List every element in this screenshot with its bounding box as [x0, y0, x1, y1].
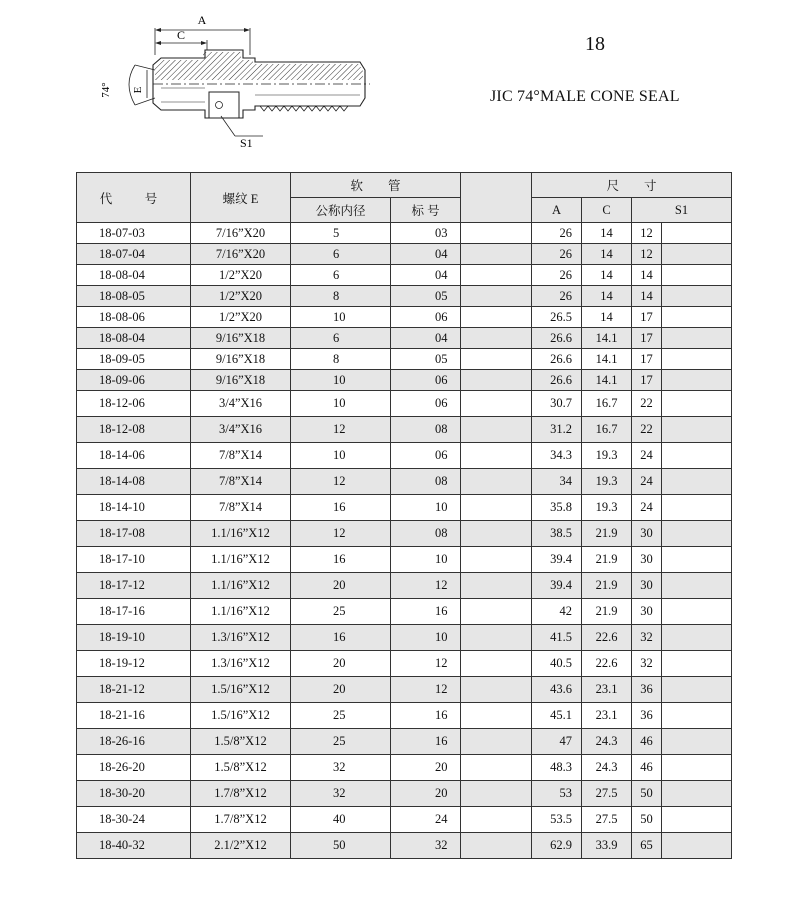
row-thread: 3/4”X16	[191, 391, 291, 417]
row-code: 18-14-06	[77, 443, 191, 469]
row-thread: 1.5/16”X12	[191, 703, 291, 729]
row-dim-s1: 12	[632, 244, 662, 265]
table-row	[77, 391, 732, 417]
row-extra	[662, 328, 732, 349]
row-hose-id: 06	[391, 307, 461, 328]
row-blank	[461, 755, 532, 781]
row-hose-dn: 32	[291, 781, 391, 807]
table-row	[77, 495, 732, 521]
row-code: 18-08-05	[77, 286, 191, 307]
row-thread: 1/2”X20	[191, 307, 291, 328]
row-code: 18-07-03	[77, 223, 191, 244]
row-code: 18-30-24	[77, 807, 191, 833]
row-extra	[662, 495, 732, 521]
row-dim-s1: 30	[632, 521, 662, 547]
table-row	[77, 651, 732, 677]
row-dim-c: 23.1	[582, 703, 632, 729]
row-dim-a: 26.6	[532, 370, 582, 391]
row-blank	[461, 443, 532, 469]
row-code: 18-08-04	[77, 328, 191, 349]
row-thread: 1.1/16”X12	[191, 573, 291, 599]
row-hose-dn: 16	[291, 495, 391, 521]
row-hose-id: 06	[391, 370, 461, 391]
row-blank	[461, 677, 532, 703]
table-row	[77, 703, 732, 729]
row-hose-id: 10	[391, 495, 461, 521]
row-dim-c: 21.9	[582, 573, 632, 599]
row-hose-id: 20	[391, 781, 461, 807]
table-row	[77, 573, 732, 599]
row-dim-a: 42	[532, 599, 582, 625]
table-row	[77, 547, 732, 573]
row-code: 18-08-06	[77, 307, 191, 328]
row-hose-dn: 6	[291, 328, 391, 349]
header-hose: 软 管	[291, 173, 461, 198]
row-dim-a: 53	[532, 781, 582, 807]
header-dim-c: C	[582, 198, 632, 223]
row-thread: 1.5/16”X12	[191, 677, 291, 703]
row-extra	[662, 599, 732, 625]
row-dim-s1: 17	[632, 349, 662, 370]
row-dim-a: 39.4	[532, 573, 582, 599]
row-blank	[461, 807, 532, 833]
row-dim-c: 16.7	[582, 391, 632, 417]
row-hose-dn: 20	[291, 651, 391, 677]
row-thread: 9/16”X18	[191, 370, 291, 391]
row-blank	[461, 625, 532, 651]
row-dim-s1: 22	[632, 417, 662, 443]
row-hose-id: 08	[391, 469, 461, 495]
row-dim-s1: 17	[632, 307, 662, 328]
table-row	[77, 265, 732, 286]
row-blank	[461, 573, 532, 599]
row-dim-c: 21.9	[582, 599, 632, 625]
row-dim-a: 34.3	[532, 443, 582, 469]
row-code: 18-07-04	[77, 244, 191, 265]
row-thread: 1.7/8”X12	[191, 781, 291, 807]
row-dim-s1: 50	[632, 781, 662, 807]
row-dim-c: 19.3	[582, 443, 632, 469]
row-hose-dn: 20	[291, 573, 391, 599]
table-row	[77, 521, 732, 547]
row-extra	[662, 677, 732, 703]
row-code: 18-26-20	[77, 755, 191, 781]
row-hose-dn: 5	[291, 223, 391, 244]
row-dim-c: 14	[582, 223, 632, 244]
row-dim-s1: 36	[632, 677, 662, 703]
row-extra	[662, 703, 732, 729]
row-hose-dn: 12	[291, 521, 391, 547]
row-dim-a: 26	[532, 223, 582, 244]
row-thread: 7/8”X14	[191, 469, 291, 495]
row-code: 18-19-12	[77, 651, 191, 677]
row-extra	[662, 417, 732, 443]
row-hose-dn: 8	[291, 286, 391, 307]
row-blank	[461, 417, 532, 443]
header-hose-dn: 公称内径	[291, 198, 391, 223]
row-dim-s1: 50	[632, 807, 662, 833]
row-dim-c: 24.3	[582, 755, 632, 781]
table-row	[77, 807, 732, 833]
row-hose-id: 32	[391, 833, 461, 859]
row-dim-s1: 24	[632, 443, 662, 469]
row-hose-id: 16	[391, 599, 461, 625]
row-hose-id: 12	[391, 651, 461, 677]
row-dim-c: 19.3	[582, 495, 632, 521]
row-dim-c: 24.3	[582, 729, 632, 755]
row-hose-id: 16	[391, 729, 461, 755]
row-extra	[662, 625, 732, 651]
row-blank	[461, 370, 532, 391]
row-dim-s1: 24	[632, 469, 662, 495]
table-row	[77, 677, 732, 703]
row-hose-dn: 10	[291, 370, 391, 391]
row-extra	[662, 807, 732, 833]
row-extra	[662, 391, 732, 417]
spec-table-body	[77, 223, 732, 859]
row-hose-dn: 32	[291, 755, 391, 781]
row-thread: 1/2”X20	[191, 265, 291, 286]
row-hose-id: 03	[391, 223, 461, 244]
dim-a-label: A	[197, 13, 207, 27]
row-dim-a: 26.6	[532, 328, 582, 349]
table-row	[77, 781, 732, 807]
row-thread: 7/16”X20	[191, 244, 291, 265]
row-blank	[461, 495, 532, 521]
row-dim-c: 22.6	[582, 625, 632, 651]
row-blank	[461, 651, 532, 677]
row-code: 18-14-08	[77, 469, 191, 495]
table-row	[77, 755, 732, 781]
row-extra	[662, 370, 732, 391]
row-dim-a: 40.5	[532, 651, 582, 677]
row-thread: 1.3/16”X12	[191, 651, 291, 677]
row-dim-a: 38.5	[532, 521, 582, 547]
spec-table	[76, 172, 732, 859]
row-extra	[662, 244, 732, 265]
row-code: 18-30-20	[77, 781, 191, 807]
row-hose-dn: 25	[291, 703, 391, 729]
row-blank	[461, 703, 532, 729]
row-code: 18-17-10	[77, 547, 191, 573]
row-thread: 1.1/16”X12	[191, 521, 291, 547]
row-thread: 2.1/2”X12	[191, 833, 291, 859]
row-dim-c: 19.3	[582, 469, 632, 495]
table-row	[77, 349, 732, 370]
table-row	[77, 286, 732, 307]
row-code: 18-14-10	[77, 495, 191, 521]
row-hose-dn: 50	[291, 833, 391, 859]
row-blank	[461, 265, 532, 286]
row-extra	[662, 651, 732, 677]
row-dim-a: 31.2	[532, 417, 582, 443]
row-extra	[662, 349, 732, 370]
table-row	[77, 223, 732, 244]
row-blank	[461, 286, 532, 307]
row-dim-s1: 46	[632, 755, 662, 781]
table-row	[77, 833, 732, 859]
row-dim-s1: 14	[632, 286, 662, 307]
row-hose-dn: 10	[291, 307, 391, 328]
row-dim-c: 27.5	[582, 781, 632, 807]
table-row	[77, 599, 732, 625]
row-thread: 1/2”X20	[191, 286, 291, 307]
row-blank	[461, 781, 532, 807]
row-dim-c: 21.9	[582, 547, 632, 573]
row-dim-a: 30.7	[532, 391, 582, 417]
row-dim-c: 14	[582, 244, 632, 265]
row-hose-id: 06	[391, 443, 461, 469]
row-hose-dn: 16	[291, 547, 391, 573]
row-dim-a: 53.5	[532, 807, 582, 833]
row-dim-a: 43.6	[532, 677, 582, 703]
row-dim-s1: 12	[632, 223, 662, 244]
row-dim-c: 14.1	[582, 370, 632, 391]
row-hose-id: 12	[391, 677, 461, 703]
header-thread: 螺纹 E	[191, 173, 291, 223]
row-dim-c: 23.1	[582, 677, 632, 703]
row-dim-c: 21.9	[582, 521, 632, 547]
row-dim-c: 14	[582, 307, 632, 328]
row-extra	[662, 223, 732, 244]
header-code: 代 号	[77, 173, 191, 223]
row-hose-dn: 12	[291, 469, 391, 495]
row-dim-s1: 36	[632, 703, 662, 729]
row-dim-a: 62.9	[532, 833, 582, 859]
row-hose-dn: 6	[291, 244, 391, 265]
row-hose-id: 06	[391, 391, 461, 417]
row-dim-a: 48.3	[532, 755, 582, 781]
spec-title: JIC 74°MALE CONE SEAL	[490, 88, 680, 105]
row-blank	[461, 599, 532, 625]
row-dim-s1: 30	[632, 573, 662, 599]
row-hose-id: 04	[391, 328, 461, 349]
row-thread: 9/16”X18	[191, 349, 291, 370]
row-code: 18-26-16	[77, 729, 191, 755]
row-extra	[662, 307, 732, 328]
table-row	[77, 370, 732, 391]
row-dim-s1: 24	[632, 495, 662, 521]
row-hose-dn: 25	[291, 729, 391, 755]
row-blank	[461, 833, 532, 859]
header-dim-s1: S1	[632, 198, 732, 223]
table-row	[77, 328, 732, 349]
row-thread: 1.3/16”X12	[191, 625, 291, 651]
row-extra	[662, 469, 732, 495]
row-dim-a: 26	[532, 244, 582, 265]
row-dim-s1: 32	[632, 651, 662, 677]
row-code: 18-17-08	[77, 521, 191, 547]
row-dim-c: 14	[582, 265, 632, 286]
row-hose-dn: 25	[291, 599, 391, 625]
row-thread: 3/4”X16	[191, 417, 291, 443]
row-dim-s1: 14	[632, 265, 662, 286]
row-extra	[662, 547, 732, 573]
table-row	[77, 469, 732, 495]
row-blank	[461, 729, 532, 755]
fitting-drawing	[95, 10, 395, 160]
hex-s1-label: S1	[240, 136, 253, 150]
dim-c-label: C	[176, 28, 186, 42]
row-hose-dn: 10	[291, 443, 391, 469]
row-hose-id: 20	[391, 755, 461, 781]
row-extra	[662, 443, 732, 469]
row-thread: 7/8”X14	[191, 495, 291, 521]
row-hose-dn: 8	[291, 349, 391, 370]
angle-label: 74°	[100, 82, 112, 98]
table-row	[77, 625, 732, 651]
row-dim-a: 26.6	[532, 349, 582, 370]
row-blank	[461, 521, 532, 547]
row-hose-id: 04	[391, 265, 461, 286]
row-blank	[461, 469, 532, 495]
row-dim-c: 22.6	[582, 651, 632, 677]
row-dim-a: 26	[532, 265, 582, 286]
row-extra	[662, 265, 732, 286]
table-row	[77, 307, 732, 328]
row-thread: 1.5/8”X12	[191, 755, 291, 781]
row-code: 18-09-05	[77, 349, 191, 370]
row-dim-c: 14.1	[582, 328, 632, 349]
row-code: 18-17-12	[77, 573, 191, 599]
row-dim-a: 41.5	[532, 625, 582, 651]
row-dim-a: 47	[532, 729, 582, 755]
row-code: 18-17-16	[77, 599, 191, 625]
row-extra	[662, 521, 732, 547]
row-dim-s1: 32	[632, 625, 662, 651]
row-dim-a: 34	[532, 469, 582, 495]
row-blank	[461, 547, 532, 573]
row-extra	[662, 781, 732, 807]
row-dim-c: 14	[582, 286, 632, 307]
row-dim-c: 27.5	[582, 807, 632, 833]
row-code: 18-21-16	[77, 703, 191, 729]
row-code: 18-12-08	[77, 417, 191, 443]
row-code: 18-08-04	[77, 265, 191, 286]
row-hose-id: 05	[391, 286, 461, 307]
row-hose-id: 24	[391, 807, 461, 833]
row-hose-id: 12	[391, 573, 461, 599]
row-thread: 1.1/16”X12	[191, 599, 291, 625]
row-code: 18-19-10	[77, 625, 191, 651]
dim-e-label: E	[132, 86, 144, 94]
row-dim-a: 26.5	[532, 307, 582, 328]
row-dim-a: 39.4	[532, 547, 582, 573]
row-dim-s1: 17	[632, 370, 662, 391]
row-code: 18-12-06	[77, 391, 191, 417]
table-row	[77, 729, 732, 755]
row-dim-a: 35.8	[532, 495, 582, 521]
row-hose-dn: 16	[291, 625, 391, 651]
row-dim-s1: 46	[632, 729, 662, 755]
row-extra	[662, 729, 732, 755]
row-extra	[662, 833, 732, 859]
header-dimensions: 尺 寸	[532, 173, 732, 198]
header-hose-id: 标 号	[391, 198, 461, 223]
row-hose-dn: 6	[291, 265, 391, 286]
row-blank	[461, 307, 532, 328]
row-hose-dn: 40	[291, 807, 391, 833]
table-row	[77, 443, 732, 469]
row-code: 18-21-12	[77, 677, 191, 703]
row-thread: 7/16”X20	[191, 223, 291, 244]
row-dim-c: 33.9	[582, 833, 632, 859]
row-dim-s1: 65	[632, 833, 662, 859]
table-row	[77, 244, 732, 265]
row-hose-dn: 12	[291, 417, 391, 443]
row-dim-c: 14.1	[582, 349, 632, 370]
row-thread: 7/8”X14	[191, 443, 291, 469]
row-hose-id: 10	[391, 625, 461, 651]
header-dim-a: A	[532, 198, 582, 223]
row-thread: 1.7/8”X12	[191, 807, 291, 833]
row-hose-id: 16	[391, 703, 461, 729]
row-thread: 1.1/16”X12	[191, 547, 291, 573]
row-blank	[461, 223, 532, 244]
row-code: 18-40-32	[77, 833, 191, 859]
row-thread: 1.5/8”X12	[191, 729, 291, 755]
row-extra	[662, 286, 732, 307]
row-hose-id: 08	[391, 521, 461, 547]
row-dim-s1: 30	[632, 599, 662, 625]
row-blank	[461, 328, 532, 349]
row-dim-c: 16.7	[582, 417, 632, 443]
row-hose-id: 05	[391, 349, 461, 370]
table-row	[77, 417, 732, 443]
row-blank	[461, 391, 532, 417]
row-dim-s1: 30	[632, 547, 662, 573]
row-extra	[662, 755, 732, 781]
row-code: 18-09-06	[77, 370, 191, 391]
row-hose-dn: 10	[291, 391, 391, 417]
row-hose-id: 08	[391, 417, 461, 443]
row-blank	[461, 244, 532, 265]
row-hose-id: 10	[391, 547, 461, 573]
row-dim-a: 26	[532, 286, 582, 307]
row-hose-id: 04	[391, 244, 461, 265]
row-thread: 9/16”X18	[191, 328, 291, 349]
page-number: 18	[585, 33, 605, 55]
row-hose-dn: 20	[291, 677, 391, 703]
row-dim-s1: 17	[632, 328, 662, 349]
row-extra	[662, 573, 732, 599]
row-dim-s1: 22	[632, 391, 662, 417]
row-dim-a: 45.1	[532, 703, 582, 729]
header-blank	[461, 173, 532, 223]
row-blank	[461, 349, 532, 370]
